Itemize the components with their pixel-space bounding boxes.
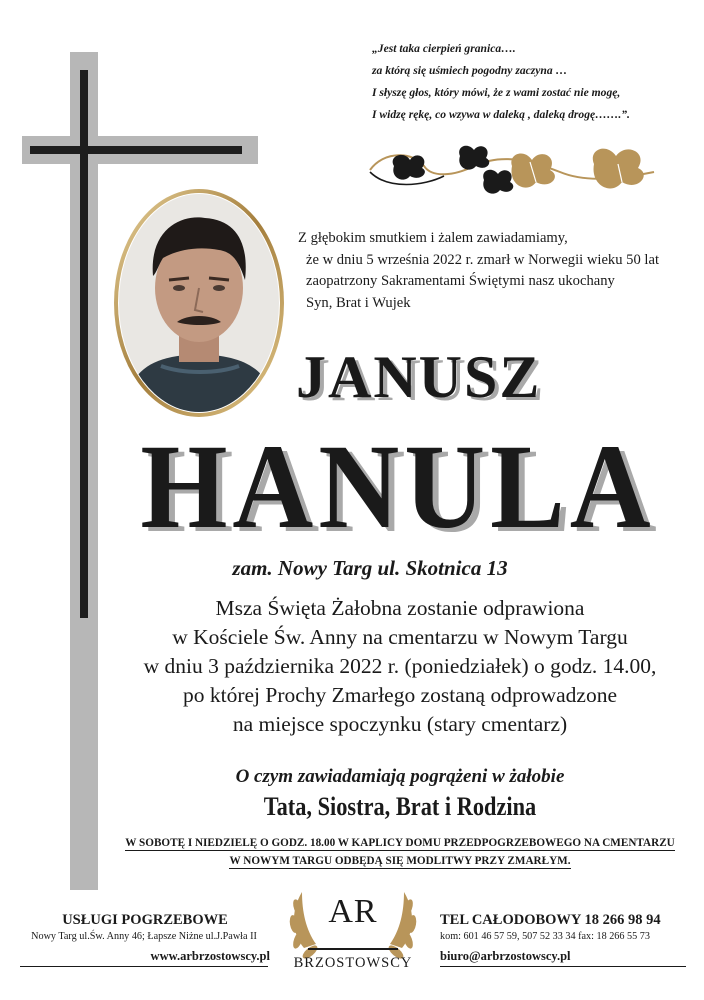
company-address: Nowy Targ ul.Św. Anny 46; Łapsze Niżne ul.J.Pawła II (31, 931, 257, 942)
company-services-title: USŁUGI POGRZEBOWE (62, 912, 228, 928)
mourners-intro: O czym zawiadamiają pogrążeni w żałobie (235, 766, 565, 787)
intro-line: że w dniu 5 września 2022 r. zmarł w Norwegii wieku 50 lat (306, 251, 659, 268)
last-name: HANULA (140, 419, 656, 554)
mass-line: w dniu 3 października 2022 r. (poniedziałek) o godz. 14.00, (143, 654, 657, 678)
vigil-line: W SOBOTĘ I NIEDZIELĘ O GODZ. 18.00 W KAPLICY DOMU PRZEDPOGRZEBOWEGO NA CMENTARZU (125, 837, 675, 849)
intro-line: zaopatrzony Sakramentami Świętymi nasz ukochany (306, 273, 615, 289)
footer-divider (440, 966, 686, 967)
vigil-notice (100, 834, 700, 870)
mass-line: Msza Święta Żałobna zostanie odprawiona (215, 596, 585, 620)
intro-line: Z głębokim smutkiem i żalem zawiadamiamy, (298, 230, 568, 246)
intro-line: Syn, Brat i Wujek (306, 294, 411, 311)
poem-line: „Jest taka cierpień granica…. (372, 42, 516, 55)
mass-line: na miejsce spoczynku (stary cmentarz) (232, 712, 568, 736)
mass-line: po której Prochy Zmarłego zostaną odprowadzone (182, 683, 618, 707)
first-name: JANUSZ (296, 344, 542, 410)
portrait-photo (113, 188, 285, 418)
poem-line: I słyszę głos, który mówi, że z wami zostać nie mogę, (372, 86, 621, 99)
residence-address: zam. Nowy Targ ul. Skotnica 13 (232, 556, 508, 580)
grape-leaf-ornament-icon (364, 136, 664, 208)
company-website-link[interactable]: www.arbrzostowscy.pl (150, 949, 270, 963)
cross-icon-bar (30, 146, 242, 154)
footer-divider (20, 966, 268, 967)
company-logo-name: BRZOSTOWSCY (293, 955, 413, 971)
vigil-line: W NOWYM TARGU ODBĘDĄ SIĘ MODLITWY PRZY ZMARŁYM. (229, 855, 571, 867)
poem-line: I widzę rękę, co wzywa w daleką , daleką drogę…….”. (372, 108, 630, 121)
company-logo-text: AR (328, 893, 378, 930)
company-mobile-fax: kom: 601 46 57 59, 507 52 33 34 fax: 18 266 55 73 (440, 931, 650, 942)
poem-line: za którą się uśmiech pogodny zaczyna … (372, 64, 568, 77)
mass-info (100, 594, 700, 739)
mourners: Tata, Siostra, Brat i Rodzina (263, 792, 537, 821)
company-email-link[interactable]: biuro@arbrzostowscy.pl (440, 949, 571, 963)
announcement-intro (298, 228, 698, 314)
poem (372, 38, 692, 126)
mass-line: w Kościele Św. Anny na cmentarzu w Nowym Targu (172, 625, 628, 649)
company-phone: TEL CAŁODOBOWY 18 266 98 94 (440, 912, 661, 928)
